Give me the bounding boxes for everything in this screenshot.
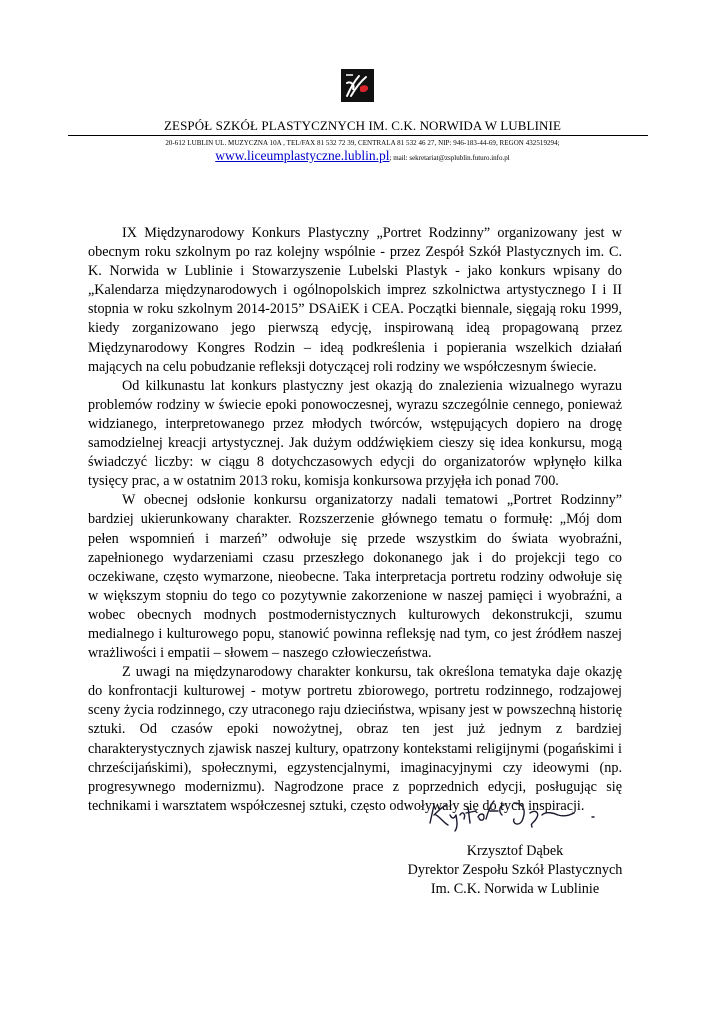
handwritten-signature [424,793,609,833]
signature-block [380,842,650,899]
website-link[interactable]: www.liceumplastyczne.lublin.pl [215,148,390,163]
paragraph: IX Międzynarodowy Konkurs Plastyczny „Portret Rodzinny” organizowany jest w obecnym roku szkolnym po raz kolejny wspólnie - przez Zespół Szkół Plastycznych im. C. K. Norwida w Lublinie i Stowarzyszenie Lubelski Plastyk - jako konkurs wpisany do „Kalendarza międzynarodowych i ogólnopolskich imprez szkolnictwa artystycznego I i II stopnia w roku szkolnym 2014-2015” DSAiEK i CEA. Początki biennale, sięgają roku 1999, kiedy zorganizowano jego pierwszą edycję, inspirowaną ideą propagowaną przez Międzynarodowy Kongres Rodzin – ideą podkreślenia i popierania wszelkich działań mających na celu pobudzanie refleksji dotyczącej roli rodziny we współczesnym świecie. [88,225,622,375]
school-address: 20-612 LUBLIN UL. MUZYCZNA 10A , TEL/FAX 81 532 72 39, CENTRALA 81 532 46 27, NIP: 946-183-44-69, REGON 432519294; [165,139,560,147]
letter-body [88,224,622,816]
paragraph: Z uwagi na międzynarodowy charakter konkursu, tak określona tematyka daje okazję do konfrontacji kulturowej - motyw portretu zbiorowego, portretu rodzinnego, rodzajowej sceny życia rodzinnego, czy utraconego raju dzieciństwa, wpisany jest w powszechną historię sztuki. Od czasów epoki nowożytnej, obraz ten jest już jednym z bardziej charakterystycznych zjawisk naszej kultury, opatrzony kontekstami religijnymi (pogańskimi i chrześcijańskimi), społecznymi, egzystencjalnymi, imaginacyjnymi czy ideowymi (np. progresywnego modernizmu). Nagrodzone prace z poprzednich edycji, posługując się technikami i warsztatem współczesnej sztuki, często odwoływały się do tych inspiracji. [88,664,622,814]
signatory-institution: Im. C.K. Norwida w Lublinie [430,881,600,898]
header-divider [68,135,648,136]
email-text: ; mail: sekretariat@zsplublin.futuro.info.pl [389,154,510,162]
school-name: ZESPÓŁ SZKÓŁ PLASTYCZNYCH IM. C.K. NORWIDA W LUBLINIE [164,118,561,133]
contact-line [0,147,725,165]
paragraph: Od kilkunastu lat konkurs plastyczny jest okazją do znalezienia wizualnego wyrazu problemów rodziny w świecie epoki ponowoczesnej, wyrazu szczególnie cennego, ponieważ widzianego, interpretowanego przez młodych twórców, wstępujących dopiero na drogę samodzielnej kreacji artystycznej. Jak dużym oddźwiękiem cieszy się idea konkursu, mogą świadczyć liczby: w ciągu 8 dotychczasowych edycji do organizatorów wpłynęło kilka tysięcy prac, a w ostatnim 2013 roku, komisja konkursowa przyjęła ich ponad 700. [88,377,622,490]
signatory-title: Dyrektor Zespołu Szkół Plastycznych [407,862,623,879]
paragraph: W obecnej odsłonie konkursu organizatorzy nadali tematowi „Portret Rodzinny” bardziej ukierunkowany charakter. Rozszerzenie głównego tematu o formułę: „Mój dom pełen wspomnień i marzeń” odwołuje się przede wszystkim do świata wyobraźni, zapełnionego wydarzeniami czasu przeszłego dokonanego jak i do projekcji tego co oczekiwane, często wymarzone, nieobecne. Taka interpretacja portretu rodziny odwołuje się w większym stopniu do tego co pozytywnie zakorzenione w naszej pamięci i wyobraźni, a wobec obecnych modnych postmodernistycznych kulturowych dekonstrukcji, szumu medialnego i kulturowego popu, stanowić powinna refleksję nad tym, co jest źródłem naszej wrażliwości i empatii – słowem – naszego człowieczeństwa. [88,492,622,662]
school-logo-icon [341,69,374,102]
signatory-name: Krzysztof Dąbek [466,843,564,859]
